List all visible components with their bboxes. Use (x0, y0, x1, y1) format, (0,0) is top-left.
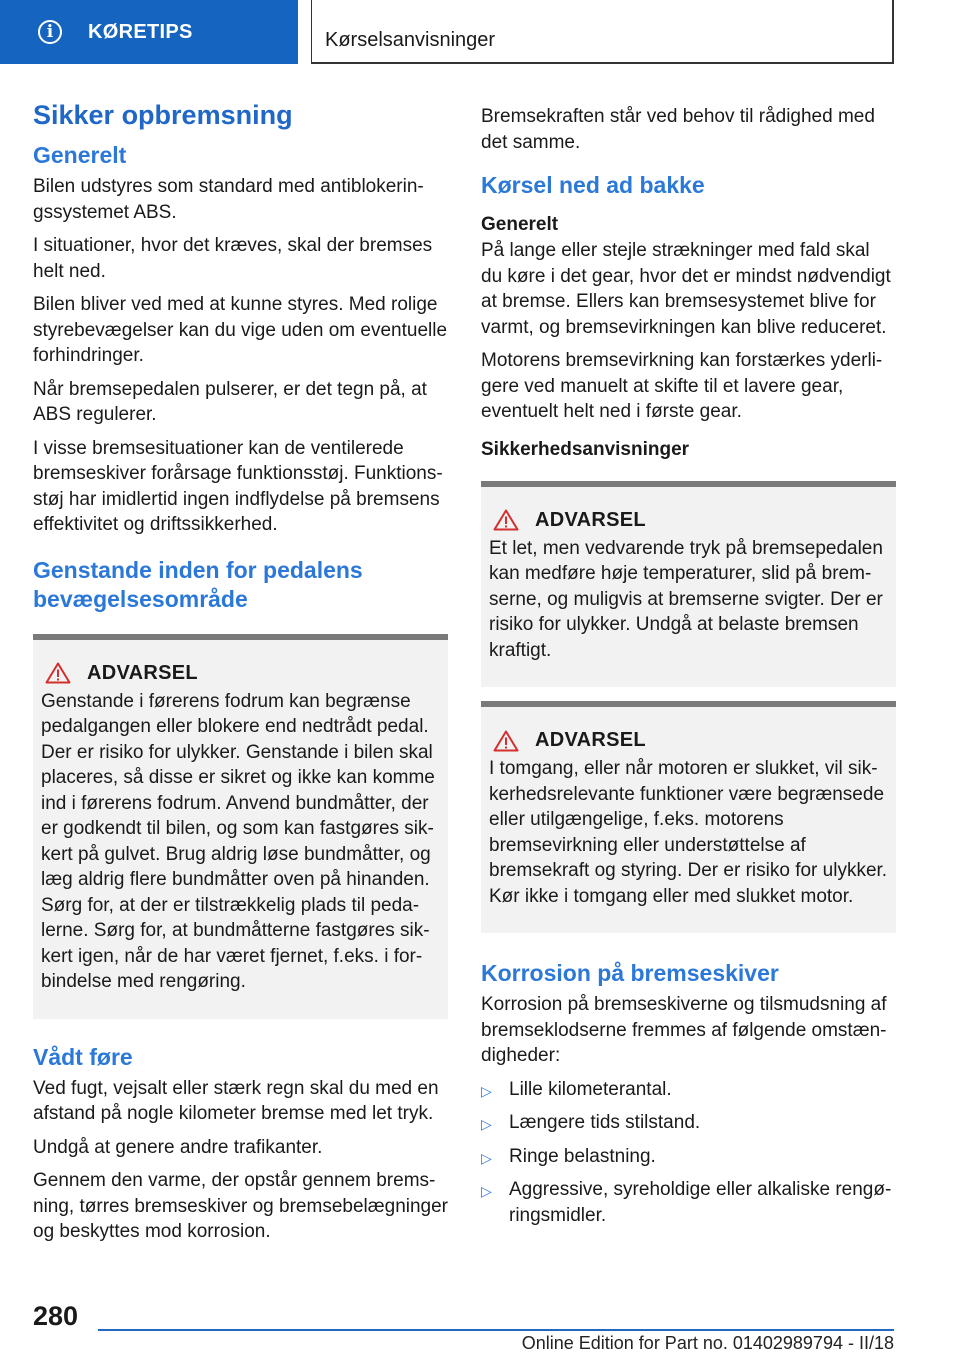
paragraph: I visse bremsesituationer kan de ventilerede bremseskiver forårsage funktionsstøj. Funktionsstøj har imidlertid ingen indflydelse på bremsens effektivitet og driftssikkerhed. (33, 437, 443, 535)
list-item: ▷ Længere tids stilstand. (481, 1110, 896, 1138)
heading-corrosion: Korrosion på bremseskiver (481, 960, 779, 986)
paragraph: Motorens bremsevirkning kan forstærkes yderligere ved manuelt at skifte til et lavere gear, eventuelt helt ned i første gear. (481, 350, 883, 422)
subheading-generelt: Generelt (481, 214, 559, 235)
page-title: Sikker opbremsning (33, 100, 293, 130)
paragraph: Bremsekraften står ved behov til rådighed med det samme. (481, 106, 875, 153)
warning-text: I tomgang, eller når motoren er slukket, vil sikkerhedsrelevante funktioner være begrænsede eller utilgængelige, f.eks. motorens bremsevirkning eller understøttelse af bremsekraft og styring. Der er risiko for ulykker. Kør ikke i tomgang eller med slukket motor. (489, 758, 888, 907)
warning-triangle-icon (493, 730, 519, 752)
warning-title: ADVARSEL (87, 661, 198, 684)
footer-edition: Online Edition for Part no. 01402989794 - II/18 (521, 1333, 894, 1353)
triangle-bullet-icon: ▷ (481, 1149, 492, 1166)
heading-pedal-area: Genstande inden for pedalens bevægelsesområde (33, 556, 363, 612)
warning-box (481, 701, 896, 933)
section-title: KØRETIPS (88, 20, 193, 43)
paragraph: Bilen udstyres som standard med antiblokeringssystemet ABS. (33, 176, 424, 223)
warning-triangle-icon (493, 509, 519, 531)
paragraph: Gennem den varme, der opstår gennem bremsning, tørres bremseskiver og bremsebelægninger og beskyttes mod korrosion. (33, 1170, 449, 1242)
list-item: ▷ Lille kilometerantal. (481, 1077, 896, 1105)
triangle-bullet-icon: ▷ (481, 1082, 492, 1099)
subheading-safety: Sikkerhedsanvisninger (481, 438, 690, 460)
warning-box (33, 634, 448, 1019)
warning-text: Et let, men vedvarende tryk på bremsepedalen kan medføre høje temperaturer, slid på bremserne, og muligvis at bremserne svigter. Der er risiko for ulykker. Undgå at belaste bremsen kraftigt. (489, 537, 883, 661)
warning-text: Genstande i førerens fodrum kan begrænse pedalgangen eller blokere end nedtrådt pedal. Der er risiko for ulykker. Genstande i bilen skal placeres, så disse er sikret og ikke kan komme ind i førerens fodrum. Anvend bundmåtter, der er godkendt til bilen, og som kan fastgøres sikkert på gulvet. Brug aldrig løse bundmåtter, og læg aldrig flere bundmåtter oven på hinanden. Sørg for, at der er tilstrækkelig plads til pedalerne. Sørg for, at bundmåtterne fastgøres sikkert igen, når de har været fjernet, f.eks. i forbindelse med rengøring. (41, 690, 435, 992)
info-icon: i (38, 20, 62, 44)
paragraph: Undgå at genere andre trafikanter. (33, 1136, 323, 1158)
triangle-bullet-icon: ▷ (481, 1116, 492, 1132)
heading-wet-road: Vådt føre (33, 1043, 133, 1070)
header-chapter-box (312, 0, 894, 64)
page-number: 280 (33, 1301, 79, 1331)
paragraph: Bilen bliver ved med at kunne styres. Med rolige styrebevægelser kan du vige uden om eventuelle forhindringer. (33, 294, 448, 366)
paragraph: På lange eller stejle strækninger med fald skal du køre i det gear, hvor det er mindst nødvendigt at bremse. Ellers kan bremsesystemet blive for varmt, og bremsevirkningen kan blive reduceret. (481, 240, 891, 338)
paragraph: Når bremsepedalen pulserer, er det tegn på, at ABS regulerer. (33, 378, 427, 425)
paragraph: I situationer, hvor det kræves, skal der bremses helt ned. (33, 235, 433, 282)
warning-box (481, 481, 896, 688)
right-column (481, 104, 896, 1234)
warning-triangle-icon (45, 662, 71, 684)
triangle-bullet-icon: ▷ (481, 1183, 492, 1199)
header-section-tab (0, 0, 298, 64)
left-column (33, 100, 448, 1253)
paragraph: Ved fugt, vejsalt eller stærk regn skal du med en afstand på nogle kilometer bremse med let tryk. (33, 1077, 439, 1124)
warning-title: ADVARSEL (535, 508, 646, 531)
warning-title: ADVARSEL (535, 729, 646, 751)
heading-downhill: Kørsel ned ad bakke (481, 172, 705, 198)
list-item: ▷ Ringe belastning. (481, 1144, 896, 1172)
paragraph: Korrosion på bremseskiverne og tilsmudsning af bremseklodserne fremmes af følgende omstændigheder: (481, 994, 887, 1066)
bullet-list (481, 1077, 896, 1229)
chapter-title: Kørselsanvisninger (325, 29, 496, 51)
heading-generelt: Generelt (33, 142, 127, 168)
list-item: ▷ Aggressive, syreholdige eller alkaliske rengøringsmidler. (481, 1177, 896, 1228)
footer-divider (98, 1329, 894, 1331)
